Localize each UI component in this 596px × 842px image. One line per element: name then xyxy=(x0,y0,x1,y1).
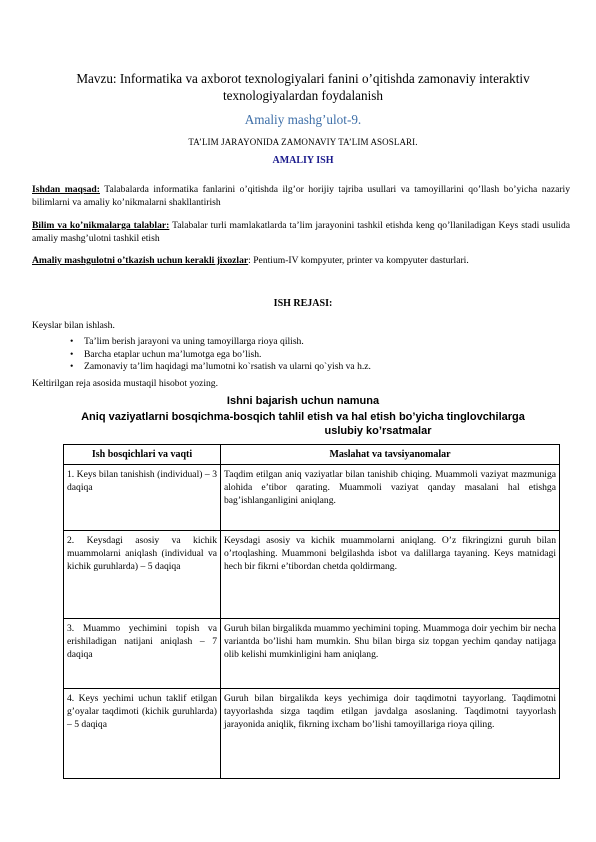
table-row xyxy=(64,465,560,531)
goal-label: Ishdan maqsad: xyxy=(32,184,100,195)
column-header-steps: Ish bosqichlari va vaqti xyxy=(64,445,221,465)
advice-cell: Taqdim etilgan aniq vaziyatlar bilan tanishib chiqing. Muammoli vaziyat mazmuniga alohida e’tibor qarating. Muammoli vaziyat qanday masalani hal etishga bag’ishlanganligini aniqlang. xyxy=(221,465,560,531)
plan-list xyxy=(70,336,371,374)
list-item: • Barcha etaplar uchun ma’lumotga ega bo’lish. xyxy=(70,348,262,360)
tools-paragraph xyxy=(32,254,570,267)
step-cell: 3. Muammo yechimini topish va erishiladigan natijani aniqlash – 7 daqiqa xyxy=(64,619,221,689)
goal-paragraph xyxy=(32,183,570,209)
skills-text: Talabalar turli mamlakatlarda ta’lim jarayonini tashkil etishda keng qo’llaniladigan Keys stadi usulida amaliy mashg’ulotni tashkil etish xyxy=(32,220,570,244)
tools-text: : Pentium-IV kompyuter, printer va kompyuter dasturlari. xyxy=(248,255,469,266)
practical-work-heading: AMALIY ISH xyxy=(272,155,334,166)
sample-heading: Ishni bajarish uchun namuna xyxy=(226,395,380,407)
advice-cell: Keysdagi asosiy va kichik muammolarni aniqlang. O’z fikringizni guruh bilan o’rtoqlashing. Muammoni belgilashda isbot va dalillarga tayaning. Keys matnidagi hech bir fikrni e’tibordan chetda qoldirmang. xyxy=(221,531,560,619)
instructions-table xyxy=(63,444,560,779)
lesson-subtitle: Amaliy mashg’ulot-9. xyxy=(244,112,362,127)
plan-outro: Keltirilgan reja asosida mustaqil hisobot yozing. xyxy=(32,378,218,389)
list-item: • Ta’lim berish jarayoni va uning tamoyillarga rioya qilish. xyxy=(70,336,304,347)
advice-cell: Guruh bilan birgalikda keys yechimiga doir taqdimotni tayyorlang. Taqdimotni tayyorlashda sizga taqdim etilgan javdalga asoslaning. Taqdimotni tayyorlash jarayonida aniqlik, fikrning ixcham bo’lishi tamoyillariga rioya qiling. xyxy=(221,689,560,779)
bullet-icon: • xyxy=(70,361,74,372)
column-header-advice: Maslahat va tavsiyanomalar xyxy=(221,445,560,465)
plan-intro: Keyslar bilan ishlash. xyxy=(32,320,115,331)
step-cell: 1. Keys bilan tanishish (individual) – 3 daqiqa xyxy=(64,465,221,531)
table-row xyxy=(64,689,560,779)
bullet-icon: • xyxy=(70,348,74,360)
advice-cell: Guruh bilan birgalikda muammo yechimini toping. Muammoga doir yechim bir necha variantda bo’lishi ham mumkin. Shu bilan birga siz topgan yechim qanday natijaga olib kelishi mumkinligini ham aniqlang. xyxy=(221,619,560,689)
topic-heading: TA’LIM JARAYONIDA ZAMONAVIY TA’LIM ASOSLARI. xyxy=(188,137,418,147)
goal-text: Talabalarda informatika fanlarini o’qitishda ilg’or horijiy tajriba usullari va tamoyillarini qo’llash bo’yicha nazariy bilimlarni va amaliy ko’nikmalarni shakllantirish xyxy=(32,184,571,208)
skills-label: Bilim va ko’nikmalarga talablar: xyxy=(32,220,170,231)
table-header-row xyxy=(64,445,560,465)
skills-paragraph xyxy=(32,219,570,245)
list-item: • Zamonaviy ta’lim haqidagi ma’lumotni ko`rsatish va ularni qo`yish va h.z. xyxy=(70,361,371,372)
bullet-icon: • xyxy=(70,336,74,347)
document-title: Mavzu: Informatika va axborot texnologiyalari fanini o’qitishda zamonaviy interaktiv texnologiyalardan foydalanish xyxy=(76,71,530,103)
plan-heading: ISH REJASI: xyxy=(273,298,333,309)
tools-label: Amaliy mashgulotni o’tkazish uchun kerakli jixozlar xyxy=(32,255,249,266)
sample-title: Aniq vaziyatlarni bosqichma-bosqich tahlil etish va hal etish bo’yicha tinglovchilarga uslubiy ko’rsatmalar xyxy=(81,411,525,437)
table-row xyxy=(64,619,560,689)
table-row xyxy=(64,531,560,619)
step-cell: 2. Keysdagi asosiy va kichik muammolarni aniqlash (individual va kichik guruhlarda) – 5 daqiqa xyxy=(64,531,221,619)
step-cell: 4. Keys yechimi uchun taklif etilgan g’oyalar taqdimoti (kichik guruhlarda) – 5 daqiqa xyxy=(64,689,221,779)
